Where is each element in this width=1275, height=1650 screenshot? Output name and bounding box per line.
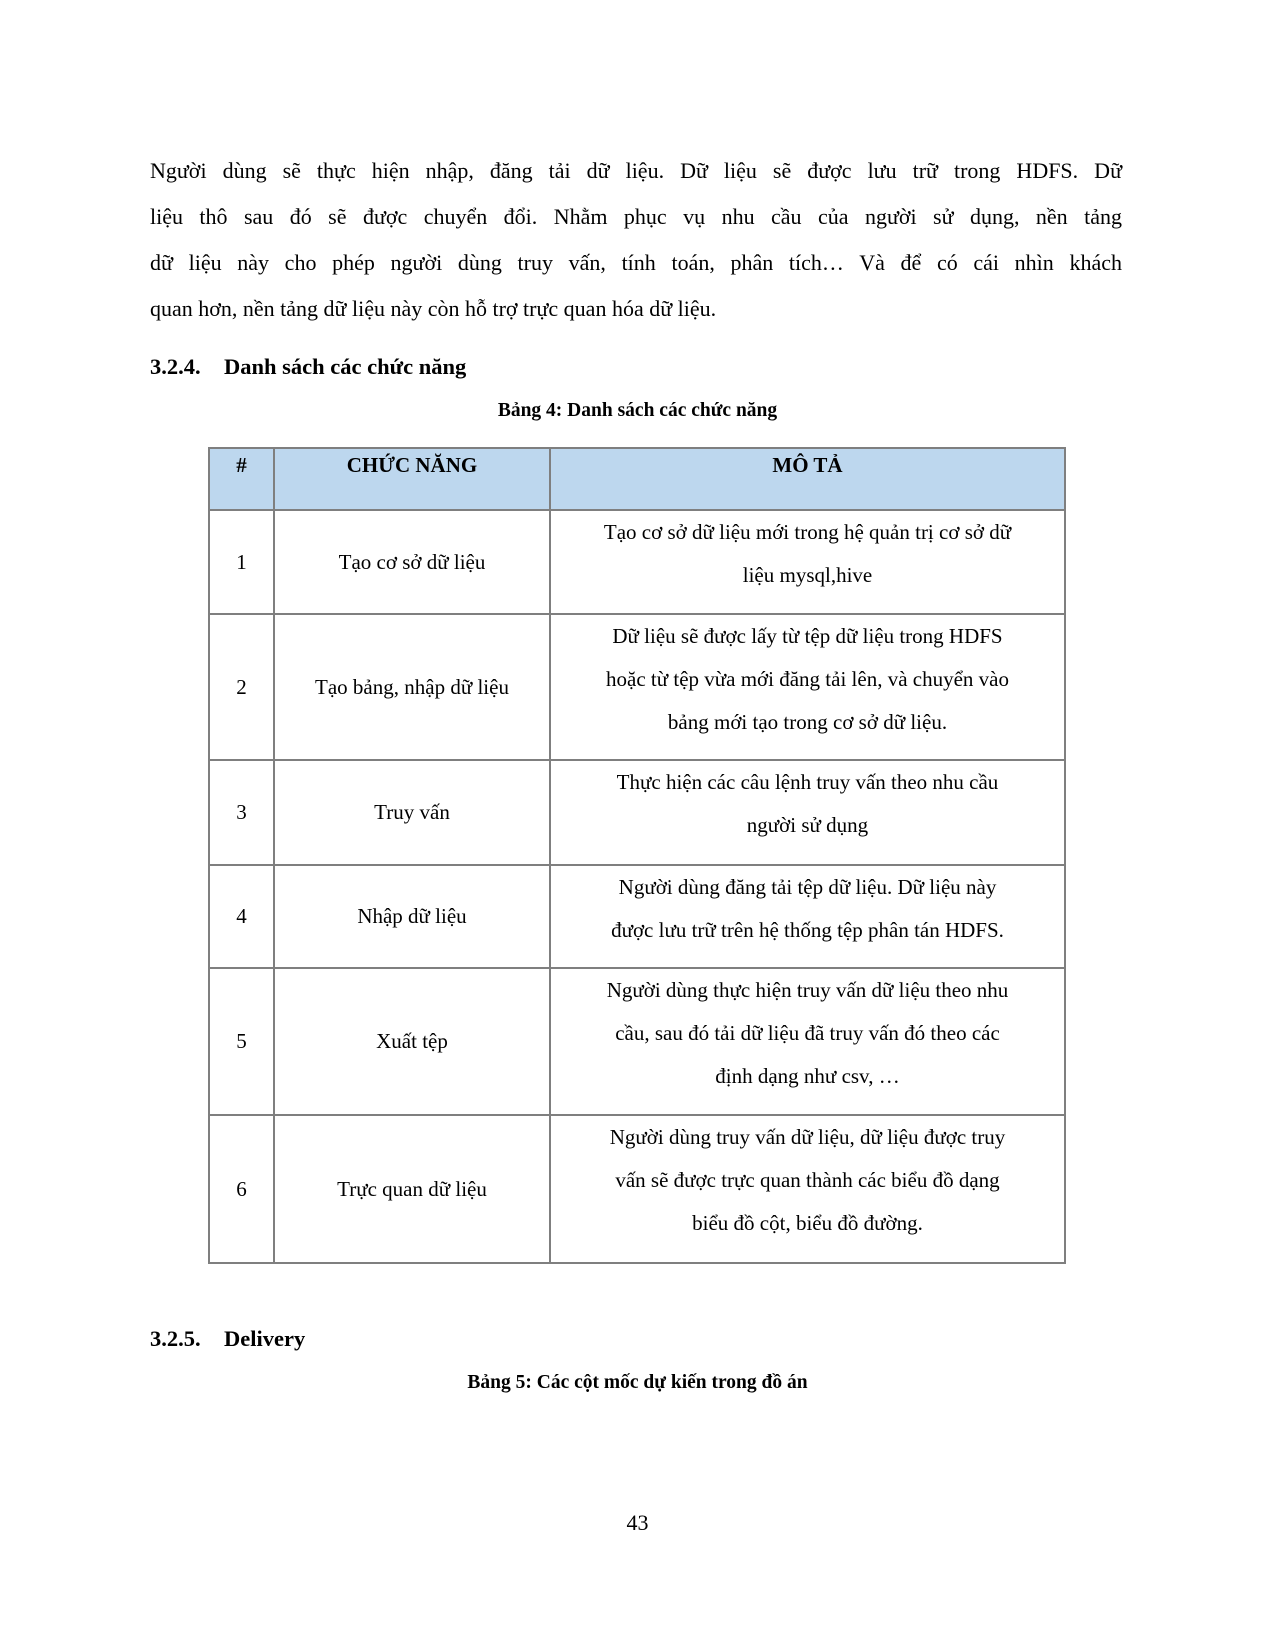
paragraph-line: Người dùng sẽ thực hiện nhập, đăng tải dữ liệu. Dữ liệu sẽ được lưu trữ trong HDFS. Dữ	[150, 158, 1122, 183]
description-line: hoặc từ tệp vừa mới đăng tải lên, và chuyển vào	[606, 667, 1009, 691]
table-row	[209, 760, 1065, 865]
section-heading-3-2-4	[150, 354, 466, 380]
row-function: Tạo cơ sở dữ liệu	[274, 510, 550, 614]
paragraph-line: quan hơn, nền tảng dữ liệu này còn hỗ trợ trực quan hóa dữ liệu.	[150, 296, 717, 321]
row-num: 3	[209, 760, 274, 865]
table-row	[209, 968, 1065, 1115]
row-function: Xuất tệp	[274, 968, 550, 1115]
description-line: liệu mysql,hive	[742, 563, 873, 587]
row-function: Nhập dữ liệu	[274, 865, 550, 968]
row-function: Tạo bảng, nhập dữ liệu	[274, 614, 550, 760]
row-num: 2	[209, 614, 274, 760]
row-num: 5	[209, 968, 274, 1115]
description-line: Người dùng truy vấn dữ liệu, dữ liệu được truy	[609, 1125, 1006, 1149]
description-line: Dữ liệu sẽ được lấy từ tệp dữ liệu trong HDFS	[612, 624, 1003, 648]
description-line: người sử dụng	[746, 813, 869, 837]
page-number: 43	[626, 1510, 649, 1535]
row-function: Truy vấn	[274, 760, 550, 865]
row-description	[550, 510, 1065, 614]
description-line: định dạng như csv, …	[715, 1064, 900, 1088]
paragraph-line: liệu thô sau đó sẽ được chuyển đổi. Nhằm phục vụ nhu cầu của người sử dụng, nền tảng	[150, 204, 1122, 229]
row-num: 1	[209, 510, 274, 614]
description-line: biểu đồ cột, biểu đồ đường.	[692, 1211, 923, 1235]
table-row	[209, 510, 1065, 614]
table-caption-5: Bảng 5: Các cột mốc dự kiến trong đồ án	[467, 1372, 808, 1393]
table-row	[209, 865, 1065, 968]
section-number: 3.2.4.	[150, 354, 201, 379]
row-description	[550, 968, 1065, 1115]
row-num: 4	[209, 865, 274, 968]
description-line: Thực hiện các câu lệnh truy vấn theo nhu cầu	[616, 770, 999, 794]
row-description	[550, 614, 1065, 760]
intro-paragraph	[150, 148, 1122, 332]
header-description: MÔ TẢ	[550, 448, 1065, 510]
description-line: vấn sẽ được trực quan thành các biểu đồ dạng	[615, 1168, 1000, 1192]
description-line: được lưu trữ trên hệ thống tệp phân tán HDFS.	[611, 918, 1004, 942]
header-num: #	[209, 448, 274, 510]
row-num: 6	[209, 1115, 274, 1263]
section-title: Delivery	[224, 1326, 306, 1351]
table-row	[209, 614, 1065, 760]
description-line: Người dùng thực hiện truy vấn dữ liệu theo nhu	[606, 978, 1009, 1002]
row-function: Trực quan dữ liệu	[274, 1115, 550, 1263]
section-heading-3-2-5	[150, 1326, 305, 1352]
table-caption-4: Bảng 4: Danh sách các chức năng	[497, 400, 778, 421]
header-function: CHỨC NĂNG	[274, 448, 550, 510]
description-line: bảng mới tạo trong cơ sở dữ liệu.	[667, 710, 948, 734]
description-line: cầu, sau đó tải dữ liệu đã truy vấn đó theo các	[615, 1021, 1000, 1045]
table-row	[209, 1115, 1065, 1263]
description-line: Người dùng đăng tải tệp dữ liệu. Dữ liệu này	[618, 875, 997, 899]
row-description	[550, 1115, 1065, 1263]
paragraph-line: dữ liệu này cho phép người dùng truy vấn, tính toán, phân tích… Và để có cái nhìn khách	[150, 250, 1122, 275]
table-header-row	[209, 448, 1065, 510]
description-line: Tạo cơ sở dữ liệu mới trong hệ quản trị cơ sở dữ	[603, 520, 1012, 544]
row-description	[550, 760, 1065, 865]
section-number: 3.2.5.	[150, 1326, 201, 1351]
row-description	[550, 865, 1065, 968]
function-table	[208, 447, 1066, 1264]
section-title: Danh sách các chức năng	[224, 354, 467, 379]
